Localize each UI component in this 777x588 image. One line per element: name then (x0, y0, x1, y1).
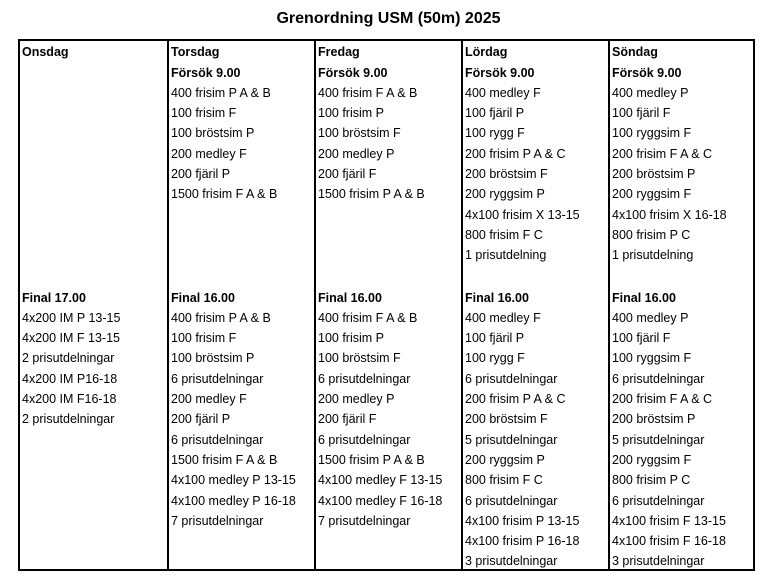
final-event: 100 ryggsim F (612, 351, 692, 366)
heat-event: 200 medley P (318, 146, 395, 161)
final-time-label: Final 16.00 (318, 290, 382, 305)
day-column-söndag (608, 41, 753, 569)
final-event: 6 prisutdelningar (318, 432, 411, 447)
heat-event: 800 frisim P C (612, 227, 691, 242)
final-event: 400 frisim P A & B (171, 310, 271, 325)
final-event: 7 prisutdelningar (318, 513, 411, 528)
final-event: 4x100 medley F 13-15 (318, 473, 443, 488)
heat-event: 400 medley F (465, 85, 541, 100)
heat-event: 4x100 frisim X 13-15 (465, 207, 580, 222)
final-event: 7 prisutdelningar (171, 513, 264, 528)
final-event: 4x100 medley P 13-15 (171, 473, 296, 488)
heat-event: 200 frisim P A & C (465, 146, 566, 161)
final-event: 200 bröstsim F (465, 412, 548, 427)
final-event: 6 prisutdelningar (612, 493, 705, 508)
heat-event: 1 prisutdelning (465, 248, 547, 263)
final-event: 100 rygg F (465, 351, 525, 366)
final-event: 6 prisutdelningar (612, 371, 705, 386)
heat-event: 200 ryggsim P (465, 187, 545, 202)
heat-event: 200 frisim F A & C (612, 146, 713, 161)
final-event: 200 bröstsim P (612, 412, 696, 427)
heat-event: 200 bröstsim F (465, 167, 548, 181)
heat-event: 1500 frisim F A & B (171, 187, 278, 202)
final-event: 2 prisutdelningar (22, 351, 115, 366)
final-event: 2 prisutdelningar (22, 412, 115, 427)
final-event: 200 medley F (171, 392, 247, 406)
final-event: 6 prisutdelningar (318, 371, 411, 386)
final-event: 6 prisutdelningar (465, 371, 558, 386)
heats-time-label: Försök 9.00 (465, 65, 535, 80)
final-event: 4x200 IM F16-18 (22, 392, 117, 406)
schedule-table (18, 39, 755, 571)
heat-event: 400 frisim F A & B (318, 85, 418, 100)
final-event: 4x100 medley P 16-18 (171, 493, 296, 508)
final-event: 1500 frisim F A & B (171, 452, 278, 467)
day-header: Söndag (612, 45, 658, 59)
heat-event: 100 bröstsim F (318, 126, 401, 141)
heat-event: 1500 frisim P A & B (318, 187, 425, 202)
final-event: 200 fjäril F (318, 412, 377, 427)
heat-event: 100 fjäril F (612, 106, 671, 121)
final-event: 400 medley F (465, 310, 541, 325)
final-event: 100 fjäril F (612, 331, 671, 346)
final-event: 800 frisim P C (612, 473, 691, 488)
final-event: 200 frisim F A & C (612, 392, 713, 406)
heat-event: 100 rygg F (465, 126, 525, 141)
heat-event: 400 medley P (612, 85, 689, 100)
final-event: 6 prisutdelningar (171, 371, 264, 386)
heat-event: 200 bröstsim P (612, 167, 696, 181)
heat-event: 100 fjäril P (465, 106, 525, 121)
final-event: 200 fjäril P (171, 412, 231, 427)
day-header: Lördag (465, 45, 508, 59)
final-event: 200 ryggsim F (612, 452, 692, 467)
final-event: 100 frisim P (318, 331, 384, 346)
final-event: 5 prisutdelningar (612, 432, 705, 447)
heats-time-label: Försök 9.00 (171, 65, 241, 80)
final-event: 5 prisutdelningar (465, 432, 558, 447)
heat-event: 400 frisim P A & B (171, 85, 271, 100)
heat-event: 100 frisim F (171, 106, 237, 121)
heat-event: 4x100 frisim X 16-18 (612, 207, 727, 222)
heats-time-label: Försök 9.00 (612, 65, 682, 80)
day-column-lördag (461, 41, 608, 569)
final-event: 6 prisutdelningar (171, 432, 264, 447)
page-title: Grenordning USM (50m) 2025 (276, 10, 501, 27)
final-time-label: Final 17.00 (22, 290, 86, 305)
final-event: 4x200 IM F 13-15 (22, 331, 120, 346)
final-event: 3 prisutdelningar (465, 554, 558, 569)
final-time-label: Final 16.00 (612, 290, 676, 305)
final-event: 4x100 medley F 16-18 (318, 493, 443, 508)
final-event: 4x100 frisim P 16-18 (465, 534, 580, 549)
final-event: 3 prisutdelningar (612, 554, 705, 569)
final-event: 200 medley P (318, 392, 395, 406)
heat-event: 1 prisutdelning (612, 248, 694, 263)
final-event: 800 frisim F C (465, 473, 543, 488)
heat-event: 800 frisim F C (465, 227, 543, 242)
final-event: 100 fjäril P (465, 331, 525, 346)
day-column-torsdag (167, 41, 314, 569)
heat-event: 100 bröstsim P (171, 126, 255, 141)
final-event: 100 bröstsim P (171, 351, 255, 366)
final-event: 4x100 frisim F 16-18 (612, 534, 726, 549)
final-event: 4x100 frisim F 13-15 (612, 513, 726, 528)
heat-event: 100 ryggsim F (612, 126, 692, 141)
final-time-label: Final 16.00 (171, 290, 235, 305)
heat-event: 200 ryggsim F (612, 187, 692, 202)
final-event: 200 frisim P A & C (465, 392, 566, 406)
day-header: Torsdag (171, 45, 220, 59)
final-event: 4x200 IM P16-18 (22, 371, 118, 386)
final-event: 400 frisim F A & B (318, 310, 418, 325)
final-event: 6 prisutdelningar (465, 493, 558, 508)
heat-event: 200 fjäril P (171, 167, 231, 181)
final-time-label: Final 16.00 (465, 290, 529, 305)
final-event: 4x200 IM P 13-15 (22, 310, 121, 325)
day-column-fredag (314, 41, 461, 569)
final-event: 100 frisim F (171, 331, 237, 346)
final-event: 400 medley P (612, 310, 689, 325)
final-event: 200 ryggsim P (465, 452, 545, 467)
heat-event: 200 fjäril F (318, 167, 377, 181)
final-event: 4x100 frisim P 13-15 (465, 513, 580, 528)
heats-time-label: Försök 9.00 (318, 65, 388, 80)
final-event: 100 bröstsim F (318, 351, 401, 366)
day-header: Fredag (318, 45, 360, 59)
heat-event: 100 frisim P (318, 106, 384, 121)
heat-event: 200 medley F (171, 146, 247, 161)
final-event: 1500 frisim P A & B (318, 452, 425, 467)
day-header: Onsdag (22, 45, 69, 59)
day-column-onsdag (20, 41, 167, 569)
